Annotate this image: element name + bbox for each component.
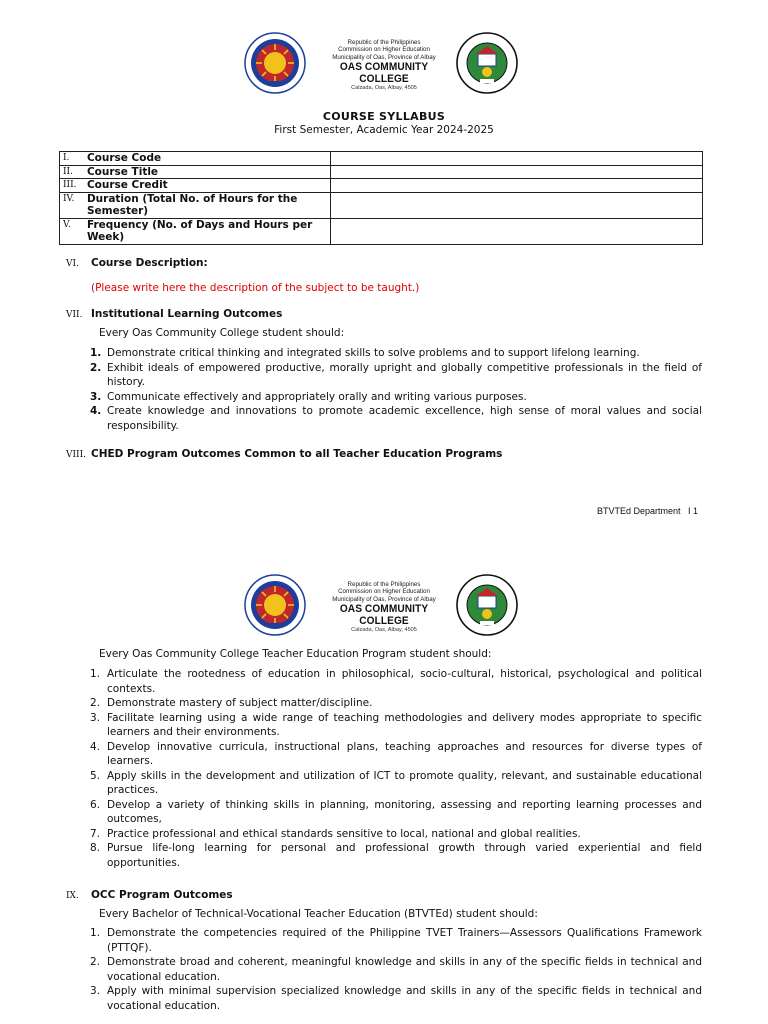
college-address: Calzada, Oas, Albay, 4505: [351, 85, 417, 92]
table-row: [60, 152, 703, 166]
ilo-list: [90, 346, 702, 433]
list-item-text: Create knowledge and innovations to promote academic excellence, high sense of moral values and social responsibility.: [107, 405, 702, 432]
row-label: Course Code: [84, 152, 331, 166]
occ-po-intro: Every Bachelor of Technical-Vocational Teacher Education (BTVTEd) student should:: [99, 908, 538, 920]
section-vii-heading: [66, 308, 282, 320]
list-item-text: Practice professional and ethical standards sensitive to local, national and global realities.: [107, 827, 581, 840]
list-item: 8. Pursue life-long learning for personal and professional growth through varied experiential and field opportunities.: [90, 842, 702, 869]
list-item: 4. Develop innovative curricula, instructional plans, teaching approaches and resources for diverse types of learners.: [90, 740, 702, 767]
list-item: 2. Demonstrate broad and coherent, meaningful knowledge and skills in any of the specific fields in technical and vocational education.: [90, 956, 702, 983]
page-subtitle: First Semester, Academic Year 2024-2025: [274, 124, 494, 136]
list-item: 5. Apply skills in the development and utilization of ICT to promote quality, relevant, and sustainable educational practices.: [90, 769, 702, 796]
row-num: V.: [60, 218, 84, 244]
list-item: 3. Apply with minimal supervision specialized knowledge and skills in any of the specific fields in technical and vocational education.: [90, 985, 702, 1012]
list-item: 6. Develop a variety of thinking skills in planning, monitoring, assessing and reporting learning processes and outcomes,: [90, 798, 702, 825]
list-item-text: Develop a variety of thinking skills in planning, monitoring, assessing and reporting learning processes and outcomes,: [107, 798, 702, 825]
list-item-text: Articulate the rootedness of education in philosophical, socio-cultural, historical, psychological and political contexts.: [107, 668, 702, 695]
row-label: Frequency (No. of Days and Hours per Week): [84, 218, 331, 244]
ched-po-intro: Every Oas Community College Teacher Education Program student should:: [99, 648, 492, 660]
header-line3: Municipality of Oas, Province of Albay: [332, 595, 436, 603]
list-item-text: Apply skills in the development and utilization of ICT to promote quality, relevant, and sustainable educational practices.: [107, 769, 702, 796]
list-item: 1. Articulate the rootedness of education in philosophical, socio-cultural, historical, psychological and political contexts.: [90, 668, 702, 695]
list-item-text: Demonstrate mastery of subject matter/discipline.: [107, 697, 373, 709]
course-info-table: [59, 151, 703, 245]
college-address: Calzada, Oas, Albay, 4505: [351, 627, 417, 634]
list-item-text: Pursue life-long learning for personal and professional growth through varied experiential and field opportunities.: [107, 842, 702, 869]
list-item: 7. Practice professional and ethical standards sensitive to local, national and global realities.: [90, 827, 581, 840]
section-title: CHED Program Outcomes Common to all Teacher Education Programs: [91, 448, 503, 460]
header-line1: Republic of the Philippines: [347, 581, 421, 588]
page1-header: [0, 32, 768, 102]
college-name: OAS COMMUNITY COLLEGE: [339, 61, 429, 86]
list-item: 4. Create knowledge and innovations to promote academic excellence, high sense of moral values and social responsibility.: [90, 405, 702, 432]
section-title: Institutional Learning Outcomes: [91, 308, 283, 320]
table-row: [60, 165, 703, 179]
footer-page-number: I 1: [687, 506, 698, 516]
duration-value[interactable]: [331, 192, 703, 218]
list-item-text: Facilitate learning using a wide range of teaching methodologies and delivery modes appropriate to specific learners and their environments.: [107, 711, 702, 738]
frequency-value[interactable]: [331, 218, 703, 244]
section-title: Course Description:: [91, 257, 208, 269]
section-ix-heading: [66, 889, 233, 901]
section-number: VII.: [66, 310, 83, 320]
row-num: III.: [60, 179, 84, 193]
list-item: 1. Demonstrate the competencies required of the Philippine TVET Trainers—Assessors Qualifications Framework (PTTQF).: [90, 927, 702, 954]
occ-seal-logo: [456, 32, 518, 94]
list-item-text: Apply with minimal supervision specialized knowledge and skills in any of the specific fields in technical and vocational education.: [107, 985, 702, 1012]
header-line2: Commission on Higher Education: [338, 588, 430, 596]
course-title-value[interactable]: [331, 165, 703, 179]
course-description-placeholder: (Please write here the description of the subject to be taught.): [91, 282, 420, 294]
section-vi-heading: [66, 257, 208, 269]
ched-po-list: [90, 667, 702, 870]
row-label: Duration (Total No. of Hours for the Semester): [84, 192, 331, 218]
list-item: 3. Communicate effectively and appropriately orally and writing various purposes.: [90, 390, 527, 403]
row-label: Course Credit: [84, 179, 331, 193]
row-num: II.: [60, 165, 84, 179]
row-label: Course Title: [84, 165, 331, 179]
row-num: IV.: [60, 192, 84, 218]
occ-po-list: [90, 926, 702, 1013]
table-row: [60, 218, 703, 244]
course-credit-value[interactable]: [331, 179, 703, 193]
list-item-text: Demonstrate broad and coherent, meaningful knowledge and skills in any of the specific fields in technical and vocational education.: [107, 956, 702, 983]
header-text: [314, 581, 454, 634]
footer-department: BTVTEd Department: [596, 506, 681, 516]
list-item-text: Demonstrate the competencies required of the Philippine TVET Trainers—Assessors Qualifications Framework (PTTQF).: [107, 927, 702, 954]
section-number: VIII.: [66, 450, 87, 460]
college-name: OAS COMMUNITY COLLEGE: [339, 603, 429, 628]
table-row: [60, 192, 703, 218]
section-title: OCC Program Outcomes: [91, 889, 233, 901]
ilo-intro: Every Oas Community College student should:: [99, 327, 345, 339]
list-item-text: Demonstrate critical thinking and integrated skills to solve problems and to support lifelong learning.: [107, 347, 640, 359]
page2-header: [0, 574, 768, 644]
list-item: 2. Demonstrate mastery of subject matter/discipline.: [90, 697, 373, 709]
course-code-value[interactable]: [331, 152, 703, 166]
row-num: I.: [60, 152, 84, 166]
table-row: [60, 179, 703, 193]
header-line2: Commission on Higher Education: [338, 46, 430, 54]
section-number: VI.: [66, 259, 79, 269]
list-item-text: Exhibit ideals of empowered productive, morally upright and globally competitive professionals in the field of history.: [107, 361, 702, 388]
list-item-text: Communicate effectively and appropriately orally and writing various purposes.: [107, 390, 527, 403]
header-text: [314, 39, 454, 92]
list-item-text: Develop innovative curricula, instructional plans, teaching approaches and resources for diverse types of learners.: [107, 740, 702, 767]
section-viii-heading: [66, 448, 502, 460]
header-line1: Republic of the Philippines: [347, 39, 421, 46]
list-item: 1. Demonstrate critical thinking and integrated skills to solve problems and to support lifelong learning.: [90, 347, 640, 359]
ched-seal-logo: [244, 32, 306, 94]
header-line3: Municipality of Oas, Province of Albay: [332, 53, 436, 61]
page-footer: [597, 506, 698, 516]
occ-seal-logo: [456, 574, 518, 636]
ched-seal-logo: [244, 574, 306, 636]
section-number: IX.: [66, 891, 79, 901]
list-item: 3. Facilitate learning using a wide range of teaching methodologies and delivery modes appropriate to specific learners and their environments.: [90, 711, 702, 738]
page-title: COURSE SYLLABUS: [322, 110, 446, 123]
list-item: 2. Exhibit ideals of empowered productive, morally upright and globally competitive professionals in the field of history.: [90, 361, 702, 388]
